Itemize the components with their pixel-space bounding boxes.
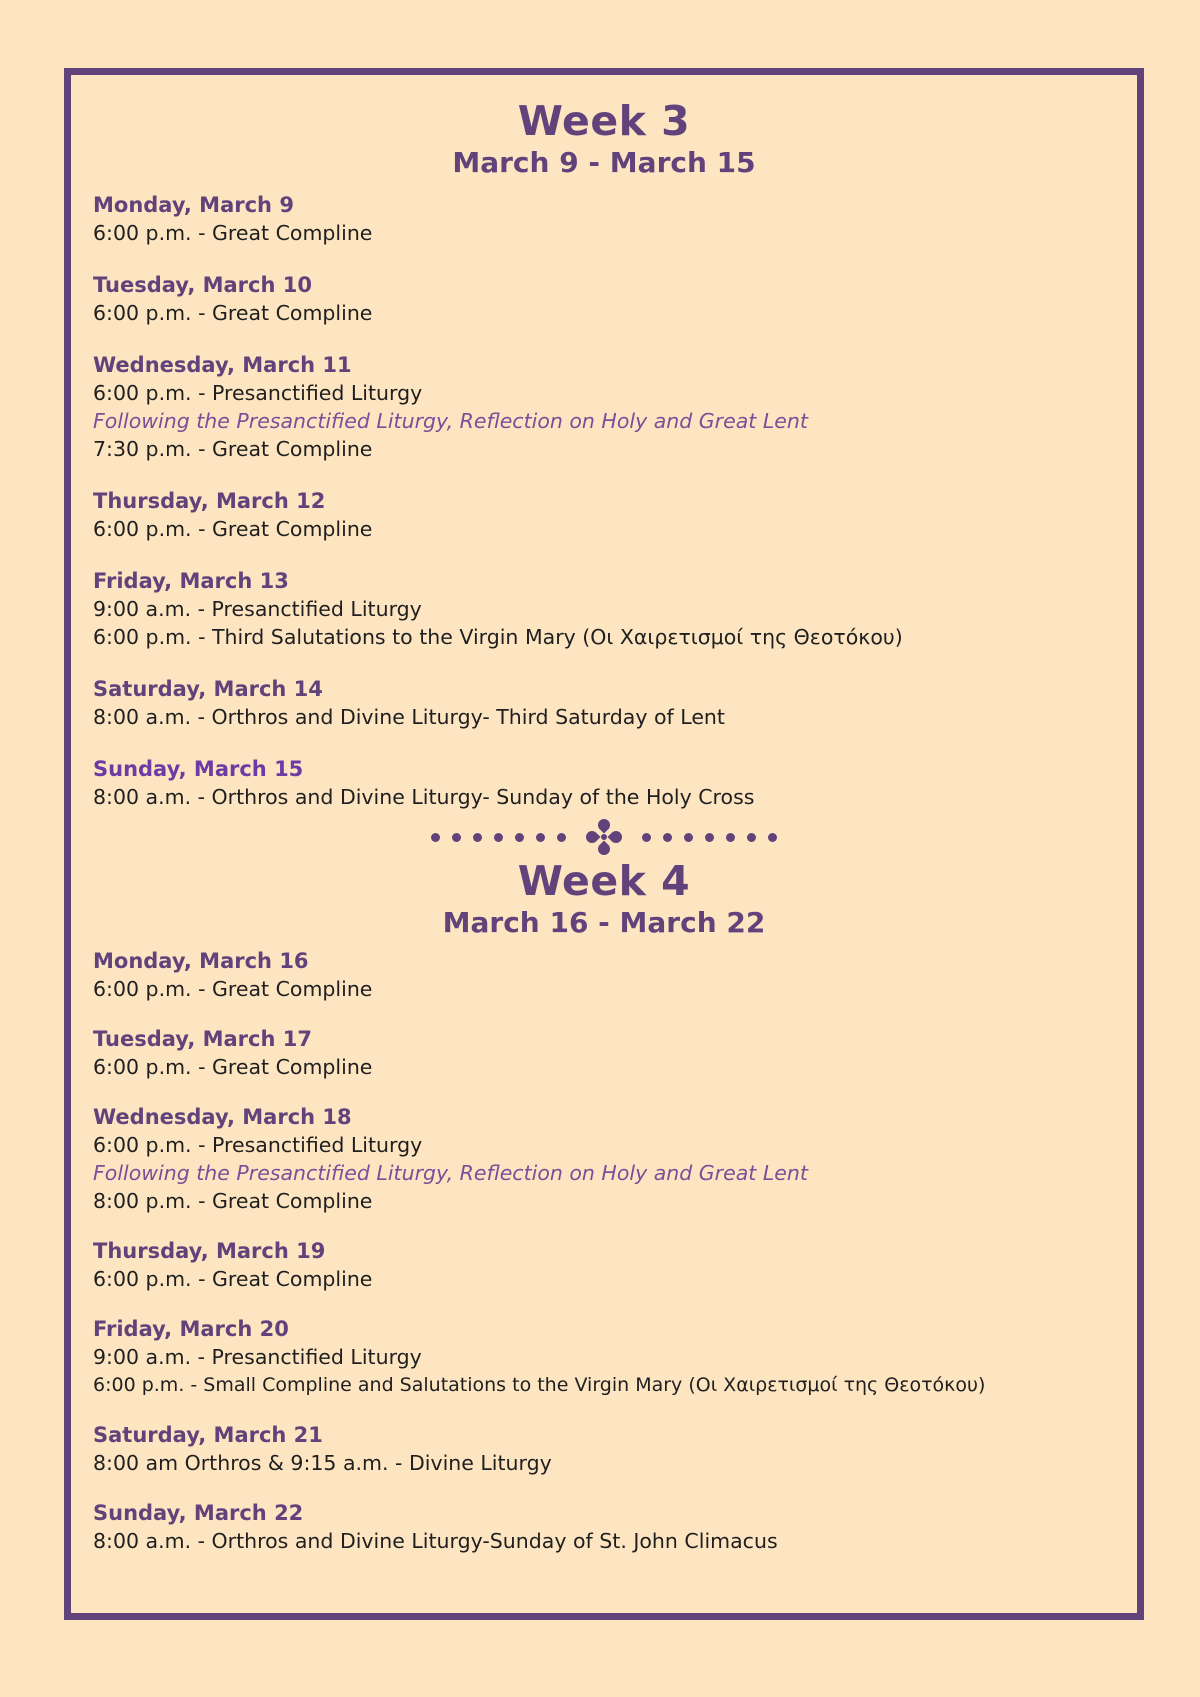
service-line: 9:00 a.m. - Presanctified Liturgy bbox=[93, 1345, 422, 1369]
divider-dot bbox=[642, 833, 651, 842]
divider-dot bbox=[768, 833, 777, 842]
service-line: 8:00 a.m. - Orthros and Divine Liturgy-Sunday of St. John Climacus bbox=[93, 1529, 778, 1553]
service-line: 8:00 am Orthros & 9:15 a.m. - Divine Liturgy bbox=[93, 1451, 552, 1475]
day-title: Sunday, March 22 bbox=[93, 1501, 304, 1525]
day-sunday-march-15 bbox=[93, 755, 1137, 811]
day-title: Wednesday, March 11 bbox=[93, 353, 352, 377]
day-monday-march-16 bbox=[93, 947, 1137, 1003]
service-line: 6:00 p.m. - Great Compline bbox=[93, 517, 373, 541]
service-line: 9:00 a.m. - Presanctified Liturgy bbox=[93, 597, 422, 621]
day-title: Tuesday, March 10 bbox=[93, 273, 312, 297]
day-friday-march-20 bbox=[93, 1315, 1137, 1399]
day-title: Saturday, March 14 bbox=[93, 677, 323, 701]
week-title: Week 3 bbox=[517, 97, 691, 145]
day-tuesday-march-10 bbox=[93, 271, 1137, 327]
week-date-range: March 9 - March 15 bbox=[452, 146, 756, 179]
day-wednesday-march-18 bbox=[93, 1103, 1137, 1215]
reflection-note: Following the Presanctified Liturgy, Reflection on Holy and Great Lent bbox=[93, 1161, 808, 1185]
day-title: Monday, March 16 bbox=[93, 949, 309, 973]
divider-dot bbox=[452, 833, 461, 842]
divider-dot bbox=[515, 833, 524, 842]
day-friday-march-13 bbox=[93, 567, 1137, 651]
day-wednesday-march-11 bbox=[93, 351, 1137, 463]
divider-dot bbox=[473, 833, 482, 842]
day-title: Thursday, March 19 bbox=[93, 1239, 326, 1263]
divider-dot bbox=[663, 833, 672, 842]
service-line: 6:00 p.m. - Small Compline and Salutations to the Virgin Mary (Οι Χαιρετισμοί της Θεοτόκου) bbox=[93, 1374, 986, 1396]
week-4-header bbox=[71, 857, 1137, 941]
service-line: 6:00 p.m. - Presanctified Liturgy bbox=[93, 1133, 423, 1157]
day-thursday-march-12 bbox=[93, 487, 1137, 543]
week-3-days bbox=[71, 191, 1137, 811]
divider-dot bbox=[726, 833, 735, 842]
divider-dot bbox=[431, 833, 440, 842]
service-line: 6:00 p.m. - Great Compline bbox=[93, 1055, 373, 1079]
service-line: 6:00 p.m. - Great Compline bbox=[93, 1267, 373, 1291]
service-line: 8:00 p.m. - Great Compline bbox=[93, 1189, 373, 1213]
quatrefoil-ornament-icon bbox=[584, 819, 624, 855]
service-line: 6:00 p.m. - Third Salutations to the Virgin Mary (Οι Χαιρετισμοί της Θεοτόκου) bbox=[93, 625, 903, 649]
day-title: Sunday, March 15 bbox=[93, 757, 304, 781]
divider-dot bbox=[705, 833, 714, 842]
day-tuesday-march-17 bbox=[93, 1025, 1137, 1081]
week-3-header bbox=[71, 97, 1137, 181]
service-line: 8:00 a.m. - Orthros and Divine Liturgy- Third Saturday of Lent bbox=[93, 705, 725, 729]
day-title: Friday, March 13 bbox=[93, 569, 289, 593]
day-title: Wednesday, March 18 bbox=[93, 1105, 352, 1129]
service-line: 6:00 p.m. - Great Compline bbox=[93, 977, 373, 1001]
divider-dot bbox=[494, 833, 503, 842]
service-line: 7:30 p.m. - Great Compline bbox=[93, 437, 373, 461]
week-date-range: March 16 - March 22 bbox=[442, 906, 766, 939]
divider-dot bbox=[684, 833, 693, 842]
day-saturday-march-14 bbox=[93, 675, 1137, 731]
reflection-note: Following the Presanctified Liturgy, Reflection on Holy and Great Lent bbox=[93, 409, 808, 433]
day-title: Saturday, March 21 bbox=[93, 1423, 323, 1447]
week-title: Week 4 bbox=[517, 857, 691, 905]
week-4-section bbox=[71, 857, 1137, 1555]
day-title: Tuesday, March 17 bbox=[93, 1027, 312, 1051]
divider-dot bbox=[536, 833, 545, 842]
day-title: Thursday, March 12 bbox=[93, 489, 326, 513]
week-4-days bbox=[71, 947, 1137, 1555]
day-thursday-march-19 bbox=[93, 1237, 1137, 1293]
day-saturday-march-21 bbox=[93, 1421, 1137, 1477]
divider-dot bbox=[747, 833, 756, 842]
day-title: Friday, March 20 bbox=[93, 1317, 289, 1341]
divider-dot bbox=[557, 833, 566, 842]
service-line: 6:00 p.m. - Great Compline bbox=[93, 221, 373, 245]
schedule-frame bbox=[64, 68, 1144, 1620]
ornamental-divider bbox=[71, 817, 1137, 857]
service-line: 6:00 p.m. - Great Compline bbox=[93, 301, 373, 325]
week-3-section bbox=[71, 75, 1137, 811]
day-title: Monday, March 9 bbox=[93, 193, 294, 217]
day-monday-march-9 bbox=[93, 191, 1137, 247]
service-line: 6:00 p.m. - Presanctified Liturgy bbox=[93, 381, 423, 405]
day-sunday-march-22 bbox=[93, 1499, 1137, 1555]
service-line: 8:00 a.m. - Orthros and Divine Liturgy- Sunday of the Holy Cross bbox=[93, 785, 755, 809]
